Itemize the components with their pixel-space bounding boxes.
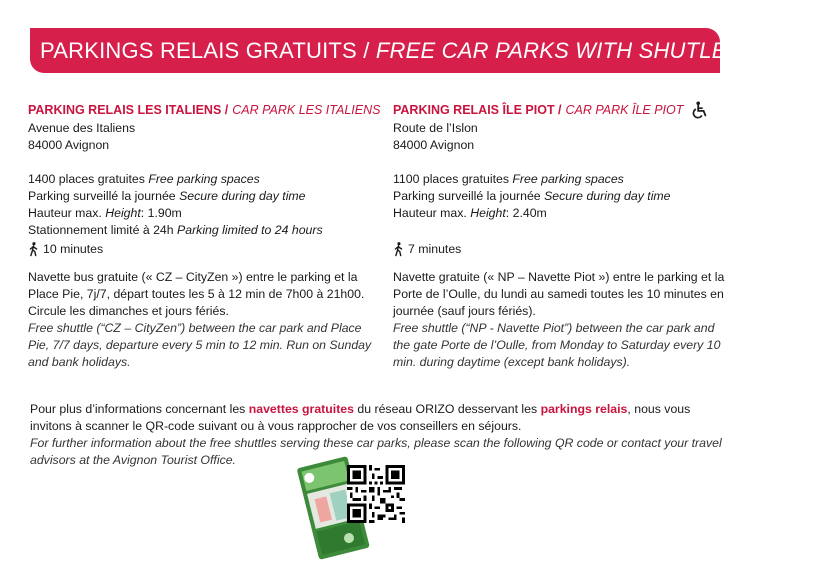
info-block — [30, 401, 730, 469]
shuttle-en: Free shuttle (“NP - Navette Piot”) between the car park and the gate Porte de l’Oulle, from Monday to Saturday every 10 min. during daytime (except bank holidays). — [393, 321, 721, 369]
header-banner — [30, 28, 831, 73]
walk-minutes: 10 minutes — [43, 241, 104, 256]
parking-italiens — [28, 100, 380, 371]
address-line2: 84000 Avignon — [28, 138, 110, 152]
address-line1: Avenue des Italiens — [28, 121, 136, 135]
parking-title-en: CAR PARK ÎLE PIOT — [565, 102, 684, 117]
places-en: Free parking spaces — [148, 172, 260, 186]
walking-person-icon — [28, 242, 39, 256]
shuttle-fr: Navette gratuite (« NP – Navette Piot ») entre le parking et la Porte de l’Oulle, du lundi au samedi toutes les 10 minutes en journée (sauf jours fériés). — [393, 270, 725, 318]
secure-en: Secure during day time — [179, 189, 306, 203]
height-line — [28, 205, 380, 222]
shuttle-en: Free shuttle (“CZ – CityZen”) between the car park and Place Pie, 7/7 days, departure every 5 min to 12 min. Run on Sunday and bank holidays. — [28, 321, 372, 369]
address-line2: 84000 Avignon — [393, 138, 475, 152]
parking-title-en: CAR PARK LES ITALIENS — [232, 102, 381, 117]
height-line — [393, 205, 728, 222]
limit-line — [28, 222, 380, 239]
places-line — [28, 171, 380, 188]
height-value: : 1.90m — [140, 206, 182, 220]
info-fr-part1: Pour plus d’informations concernant les — [30, 402, 249, 416]
secure-fr: Parking surveillé la journée — [28, 189, 180, 203]
height-en: Height — [105, 206, 141, 220]
height-fr: Hauteur max. — [28, 206, 106, 220]
banner-title-en: FREE CAR PARKS WITH SHUTLE SERVICE — [375, 38, 831, 63]
places-fr: 1100 places gratuites — [393, 172, 513, 186]
secure-line — [393, 188, 728, 205]
parking-title — [28, 100, 380, 120]
qr-code[interactable] — [347, 465, 405, 523]
height-fr: Hauteur max. — [393, 206, 471, 220]
wheelchair-icon — [691, 101, 709, 119]
secure-en: Secure during day time — [544, 189, 671, 203]
height-value: : 2.40m — [505, 206, 547, 220]
walk-minutes: 7 minutes — [408, 241, 462, 256]
shuttle-fr: Navette bus gratuite (« CZ – CityZen ») entre le parking et la Place Pie, 7j/7, départ toutes les 5 à 12 min de 7h00 à 21h00. Circule les dimanches et jours fériés. — [28, 270, 365, 318]
parking-ile-piot — [393, 100, 728, 371]
parking-title-fr: PARKING RELAIS LES ITALIENS / — [28, 102, 229, 117]
info-highlight-parkings: parkings relais — [540, 402, 628, 416]
banner-title-fr: PARKINGS RELAIS GRATUITS / — [40, 38, 376, 63]
address-line1: Route de l’Islon — [393, 121, 478, 135]
parking-title-fr: PARKING RELAIS ÎLE PIOT / — [393, 102, 562, 117]
info-highlight-shuttles: navettes gratuites — [248, 402, 354, 416]
info-fr-part3: , nous vous invitons à scanner le QR-code suivant ou à vous rapprocher de vos conseillers en séjours. — [30, 402, 691, 433]
secure-fr: Parking surveillé la journée — [393, 189, 545, 203]
info-fr-part2: du réseau ORIZO desservant les — [353, 402, 541, 416]
walk-time — [393, 239, 728, 259]
limit-en: Parking limited to 24 hours — [177, 223, 323, 237]
height-en: Height — [470, 206, 506, 220]
secure-line — [28, 188, 380, 205]
walk-time — [28, 239, 380, 259]
info-en: For further information about the free shuttles serving these car parks, please scan the following QR code or contact your travel advisors at the Avignon Tourist Office. — [30, 436, 722, 467]
places-fr: 1400 places gratuites — [28, 172, 149, 186]
places-line — [393, 171, 728, 188]
limit-fr: Stationnement limité à 24h — [28, 223, 178, 237]
places-en: Free parking spaces — [512, 172, 624, 186]
walking-person-icon — [393, 242, 404, 256]
parking-title — [393, 100, 728, 120]
info-fr — [30, 401, 730, 435]
